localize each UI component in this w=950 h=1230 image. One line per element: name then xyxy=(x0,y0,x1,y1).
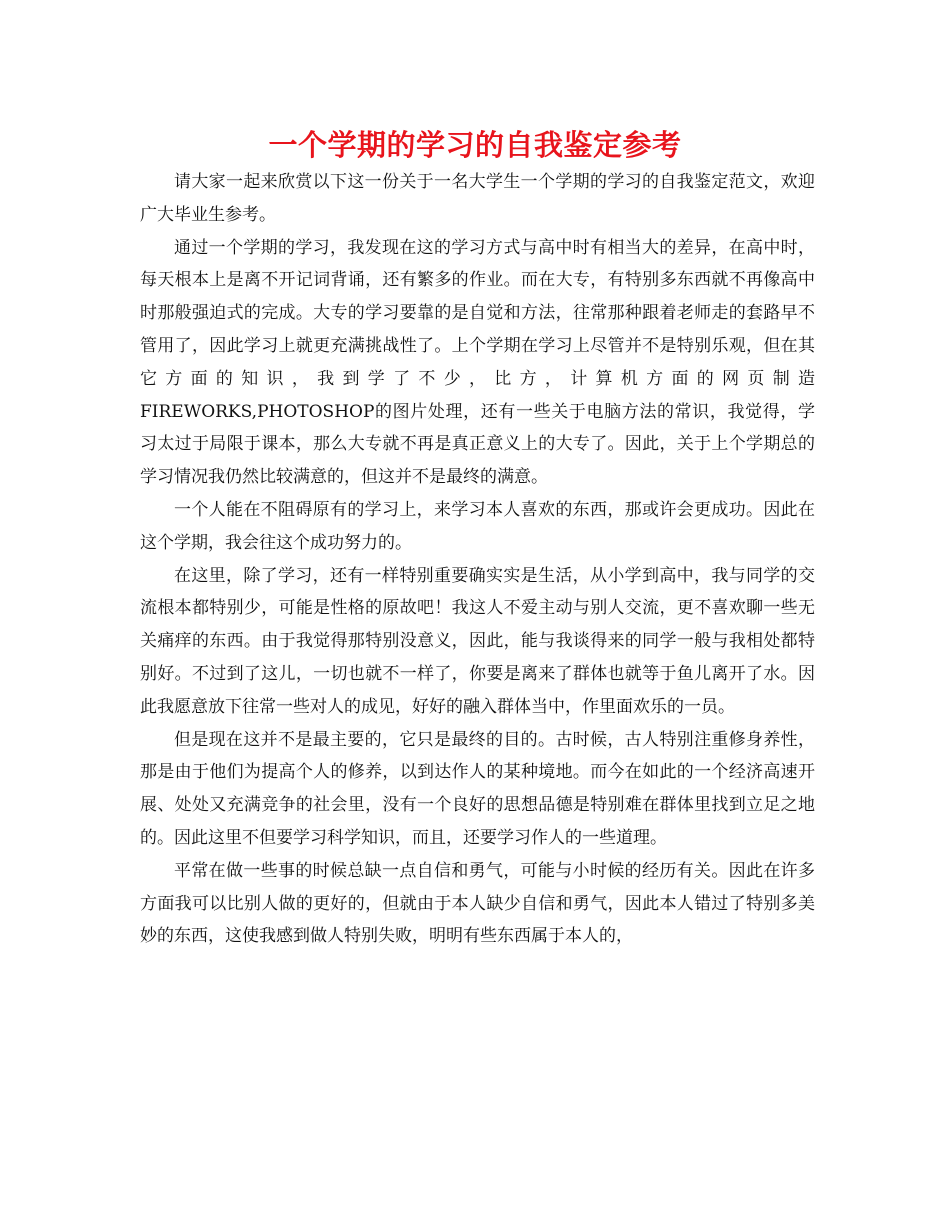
document-title: 一个学期的学习的自我鉴定参考 xyxy=(268,128,682,162)
paragraph-intro: 请大家一起来欣赏以下这一份关于一名大学生一个学期的学习的自我鉴定范文，欢迎广大毕业生参考。 xyxy=(140,172,815,225)
paragraph-study-differences: 通过一个学期的学习，我发现在这的学习方式与高中时有相当大的差异，在高中时，每天根本上是离不开记词背诵，还有繁多的作业。而在大专，有特别多东西就不再像高中时那般强迫式的完成。大专的学习要靠的是自觉和方法，往常那种跟着老师走的套路早不管用了，因此学习上就更充满挑战性了。上个学期在学习上尽管并不是特别乐观，但在其它方面的知识，我到学了不少，比方，计算机方面的网页制造FIREWORKS,PHOTOSHOP的图片处理，还有一些关于电脑方法的常识，我觉得，学习太过于局限于课本，那么大专就不再是真正意义上的大专了。因此，关于上个学期总的学习情况我仍然比较满意的，但这并不是最终的满意。 xyxy=(140,237,815,488)
paragraph-confidence: 平常在做一些事的时候总缺一点自信和勇气，可能与小时候的经历有关。因此在许多方面我可以比别人做的更好的，但就由于本人缺少自信和勇气，因此本人错过了特别多美妙的东西，这使我感到做人特别失败，明明有些东西属于本人的， xyxy=(140,860,815,947)
paragraph-moral-cultivation: 但是现在这并不是最主要的，它只是最终的目的。古时候，古人特别注重修身养性，那是由于他们为提高个人的修养，以到达作人的某种境地。而今在如此的一个经济高速开展、处处又充满竞争的社会里，没有一个良好的思想品德是特别难在群体里找到立足之地的。因此这里不但要学习科学知识，而且，还要学习作人的一些道理。 xyxy=(140,729,815,848)
document-body xyxy=(140,166,815,953)
paragraph-personal-interest: 一个人能在不阻碍原有的学习上，来学习本人喜欢的东西，那或许会更成功。因此在这个学期，我会往这个成功努力的。 xyxy=(140,499,815,553)
paragraph-social-life: 在这里，除了学习，还有一样特别重要确实实是生活，从小学到高中，我与同学的交流根本都特别少，可能是性格的原故吧！我这人不爱主动与别人交流，更不喜欢聊一些无关痛痒的东西。由于我觉得那特别没意义，因此，能与我谈得来的同学一般与我相处都特别好。不过到了这儿，一切也就不一样了，你要是离来了群体也就等于鱼儿离开了水。因此我愿意放下往常一些对人的成见，好好的融入群体当中，作里面欢乐的一员。 xyxy=(140,565,815,717)
